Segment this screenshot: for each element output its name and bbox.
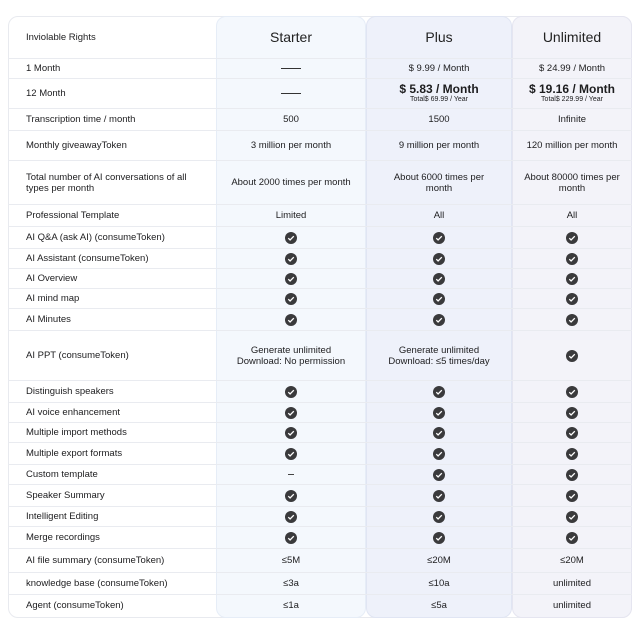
starter-value: ≤3a: [283, 578, 299, 589]
plus-value: ≤5a: [431, 600, 447, 611]
check-circle-icon: [566, 490, 578, 502]
starter-value: ≤5M: [281, 555, 301, 566]
row-speaker-summary: [8, 484, 632, 506]
check-circle-icon: [433, 511, 445, 523]
check-circle-icon: [566, 350, 578, 362]
row-ai-overview: [8, 268, 632, 288]
row-ai-voice-enhancement: [8, 402, 632, 422]
row-agent: [8, 594, 632, 616]
row-intelligent-editing: [8, 506, 632, 526]
row-ai-qa: [8, 226, 632, 248]
check-circle-icon: [566, 427, 578, 439]
row-ai-conversations: [8, 160, 632, 204]
check-circle-icon: [285, 532, 297, 544]
row-label: Distinguish speakers: [26, 386, 114, 397]
check-circle-icon: [566, 407, 578, 419]
row-professional-template: [8, 204, 632, 226]
row-label: knowledge base (consumeToken): [26, 578, 168, 589]
row-label: AI mind map: [26, 293, 80, 304]
check-circle-icon: [433, 232, 445, 244]
check-circle-icon: [566, 253, 578, 265]
plus-value: ≤20M: [427, 555, 451, 566]
row-label: AI Overview: [26, 273, 78, 284]
row-multiple-import-methods: [8, 422, 632, 442]
check-circle-icon: [566, 511, 578, 523]
row-12-month: [8, 78, 632, 108]
check-circle-icon: [433, 407, 445, 419]
check-circle-icon: [285, 407, 297, 419]
row-label: Professional Template: [26, 210, 120, 221]
plus-value: ≤10a: [428, 578, 450, 589]
check-circle-icon: [433, 273, 445, 285]
row-1-month: [8, 58, 632, 78]
row-multiple-export-formats: [8, 442, 632, 464]
row-label: Custom template: [26, 469, 98, 480]
rights-label: Inviolable Rights: [26, 31, 96, 43]
row-label: Agent (consumeToken): [26, 600, 124, 611]
check-circle-icon: [566, 469, 578, 481]
check-circle-icon: [566, 532, 578, 544]
unlimited-value: unlimited: [552, 578, 592, 589]
check-circle-icon: [285, 448, 297, 460]
row-label: 1 Month: [26, 63, 61, 74]
unlimited-value: All: [566, 210, 578, 221]
plus-value: 9 million per month: [398, 140, 480, 151]
row-custom-template: [8, 464, 632, 484]
check-circle-icon: [285, 293, 297, 305]
row-label: AI PPT (consumeToken): [26, 350, 129, 361]
check-circle-icon: [433, 469, 445, 481]
row-label: Monthly giveawayToken: [26, 140, 127, 151]
starter-value: ≤1a: [283, 600, 299, 611]
plus-12-month-price: $ 5.83 / Month: [399, 82, 479, 96]
row-label: AI Assistant (consumeToken): [26, 253, 149, 264]
check-circle-icon: [566, 314, 578, 326]
plus-1-month-price: $ 9.99 / Month: [408, 63, 470, 74]
check-circle-icon: [566, 273, 578, 285]
row-label: Merge recordings: [26, 532, 100, 543]
plus-value: Generate unlimited Download: ≤5 times/day: [388, 344, 490, 367]
dash-icon: [288, 474, 294, 475]
check-circle-icon: [285, 490, 297, 502]
plus-value: 1500: [428, 114, 450, 125]
unlimited-12-month-price: $ 19.16 / Month: [528, 82, 616, 96]
pricing-comparison-table: [8, 16, 632, 618]
unlimited-1-month-price: $ 24.99 / Month: [538, 63, 606, 74]
row-ai-file-summary: [8, 548, 632, 572]
check-circle-icon: [433, 490, 445, 502]
plus-12-month-total: Total$ 69.99 / Year: [410, 96, 468, 103]
check-circle-icon: [433, 386, 445, 398]
plus-value: About 6000 times per month: [393, 171, 485, 194]
header-row: [8, 16, 632, 58]
row-ai-assistant: [8, 248, 632, 268]
starter-value: Generate unlimited Download: No permission: [236, 344, 346, 367]
row-transcription: [8, 108, 632, 130]
check-circle-icon: [285, 232, 297, 244]
row-label: AI Q&A (ask AI) (consumeToken): [26, 232, 165, 243]
row-giveaway-token: [8, 130, 632, 160]
unlimited-value: ≤20M: [560, 555, 584, 566]
starter-value: 3 million per month: [250, 140, 332, 151]
dash-icon: [281, 93, 301, 94]
check-circle-icon: [433, 314, 445, 326]
check-circle-icon: [285, 511, 297, 523]
check-circle-icon: [566, 386, 578, 398]
row-label: Intelligent Editing: [26, 511, 99, 522]
unlimited-value: 120 million per month: [526, 140, 618, 151]
row-ai-minutes: [8, 308, 632, 330]
check-circle-icon: [433, 293, 445, 305]
row-knowledge-base: [8, 572, 632, 594]
row-label: AI voice enhancement: [26, 407, 121, 418]
unlimited-value: About 80000 times per month: [524, 171, 620, 194]
row-ai-mind-map: [8, 288, 632, 308]
row-label: AI Minutes: [26, 314, 71, 325]
unlimited-value: unlimited: [552, 600, 592, 611]
unlimited-12-month-total: Total$ 229.99 / Year: [541, 96, 603, 103]
row-distinguish-speakers: [8, 380, 632, 402]
starter-value: Limited: [275, 210, 307, 221]
check-circle-icon: [433, 427, 445, 439]
row-label: AI file summary (consumeToken): [26, 555, 165, 566]
check-circle-icon: [285, 314, 297, 326]
starter-value: 500: [283, 114, 299, 125]
row-ai-ppt: [8, 330, 632, 380]
dash-icon: [281, 68, 301, 69]
plus-value: All: [433, 210, 445, 221]
row-label: 12 Month: [26, 88, 66, 99]
check-circle-icon: [566, 448, 578, 460]
row-merge-recordings: [8, 526, 632, 548]
plan-starter-title: Starter: [269, 29, 312, 45]
check-circle-icon: [433, 253, 445, 265]
plan-plus-title: Plus: [425, 29, 453, 45]
row-label: Total number of AI conversations of all types per month: [26, 171, 187, 194]
row-label: Multiple import methods: [26, 427, 127, 438]
row-label: Multiple export formats: [26, 448, 123, 459]
check-circle-icon: [566, 293, 578, 305]
check-circle-icon: [566, 232, 578, 244]
check-circle-icon: [433, 448, 445, 460]
starter-value: About 2000 times per month: [231, 177, 351, 188]
check-circle-icon: [285, 273, 297, 285]
check-circle-icon: [285, 427, 297, 439]
check-circle-icon: [285, 386, 297, 398]
row-label: Speaker Summary: [26, 490, 105, 501]
plan-unlimited-title: Unlimited: [542, 29, 602, 45]
check-circle-icon: [433, 532, 445, 544]
unlimited-value: Infinite: [558, 114, 586, 125]
check-circle-icon: [285, 253, 297, 265]
row-label: Transcription time / month: [26, 114, 136, 125]
